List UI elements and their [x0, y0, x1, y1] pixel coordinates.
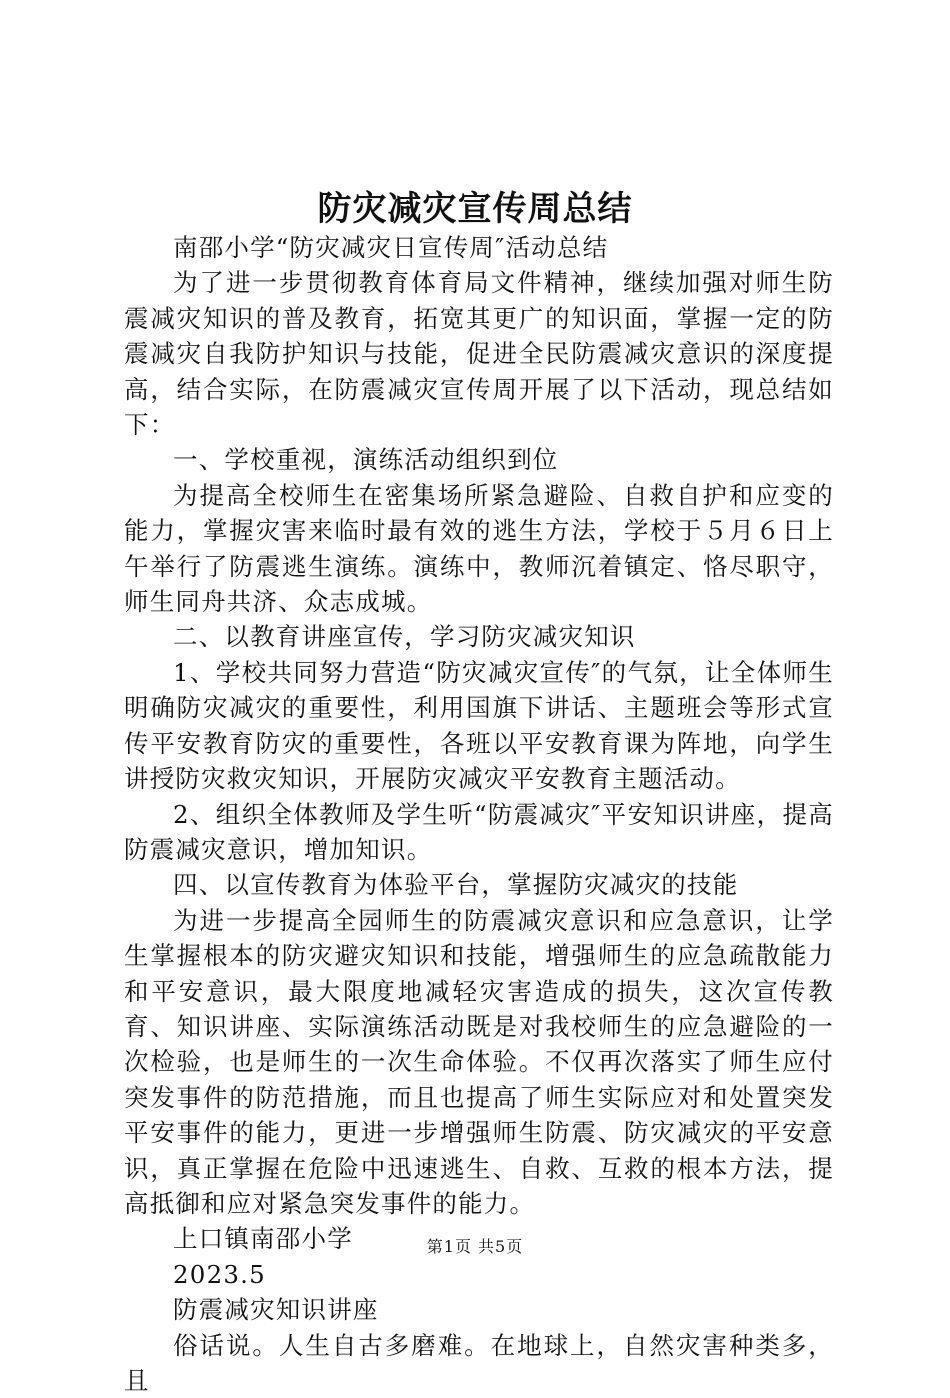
section-heading-2: 二、以教育讲座宣传，学习防灾减灾知识	[173, 622, 636, 652]
document-title: 防灾减灾宣传周总结	[317, 189, 633, 229]
document-body	[124, 230, 834, 1398]
next-article-title: 防震减灾知识讲座	[173, 1295, 379, 1325]
section-heading-1: 一、学校重视，演练活动组织到位	[173, 445, 559, 475]
signature-date: 2023.5	[173, 1259, 266, 1289]
section-heading-4: 四、以宣传教育为体验平台，掌握防灾减灾的技能	[173, 870, 739, 900]
paragraph-activity-heading: 南邵小学“防灾减灾日宣传周″活动总结	[173, 233, 609, 262]
paragraph-item-2: 2、组织全体教师及学生听“防震减灾″平安知识讲座，提高防震减灾意识，增加知识。	[124, 799, 834, 864]
signature-school: 上口镇南邵小学	[173, 1224, 353, 1254]
paragraph-conclusion: 为进一步提高全园师生的防震减灾意识和应急意识，让学生掌握根本的防灾避灾知识和技能，增强师生的应急疏散能力和平安意识，最大限度地减轻灾害造成的损失，这次宣传教育、知识讲座、实际演练活动既是对我校师生的应急避险的一次检验，也是师生的一次生命体验。不仅再次落实了师生应付突发事件的防范措施，而且也提高了师生实际应对和处置突发平安事件的能力，更进一步增强师生防震、防灾减灾的平安意识，真正掌握在危险中迅速逃生、自救、互救的根本方法，提高抵御和应对紧急突发事件的能力。	[124, 905, 834, 1218]
paragraph-drill: 为提高全校师生在密集场所紧急避险、自救自护和应变的能力，掌握灾害来临时最有效的逃生方法，学校于５月６日上午举行了防震逃生演练。演练中，教师沉着镇定、恪尽职守，师生同舟共济、众志成城。	[124, 480, 834, 617]
paragraph-intro: 为了进一步贯彻教育体育局文件精神，继续加强对师生防震减灾知识的普及教育，拓宽其更广的知识面，掌握一定的防震减灾自我防护知识与技能，促进全民防震减灾意识的深度提高，结合实际，在防震减灾宣传周开展了以下活动，现总结如下：	[124, 268, 834, 440]
page-footer: 第1页 共5页	[426, 1237, 524, 1256]
paragraph-item-1: 1、学校共同努力营造“防灾减灾宣传″的气氛，让全体师生明确防灾减灾的重要性，利用国旗下讲话、主题班会等形式宣传平安教育防灾的重要性，各班以平安教育课为阵地，向学生讲授防灾救灾知识，开展防灾减灾平安教育主题活动。	[124, 657, 834, 794]
next-article-first-line: 俗话说。人生自古多磨难。在地球上，自然灾害种类多，且	[124, 1330, 834, 1395]
